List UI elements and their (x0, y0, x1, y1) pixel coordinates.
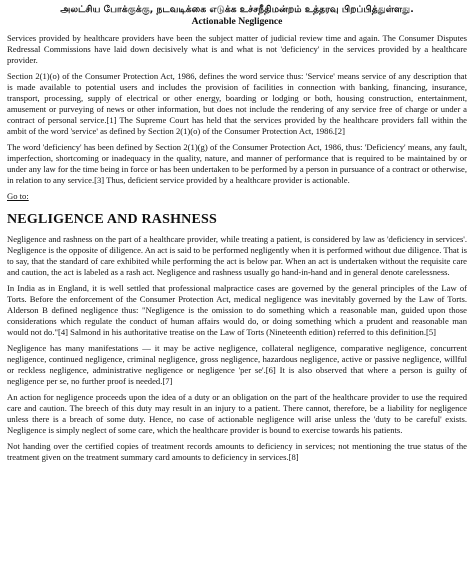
article-subtitle: Actionable Negligence (191, 16, 283, 27)
section-paragraph-3: Negligence has many manifestations — it may be active negligence, collateral negligence, comparative negligence, concurrent negligence, continued negligence, criminal negligence, gross negligence, hazardous negligence, active or passive negligence, willful or reckless negligence, administrative negligence or negligence 'per se'.[6] It is also observed that where a person is guilty of negligence per se, no further proof is needed.[7] (7, 343, 467, 386)
intro-paragraph-1: Services provided by healthcare providers have been the subject matter of judicial review time and again. The Consumer Disputes Redressal Commissions have laid down decisively what is and what is not 'deficiency' in the services provided by a healthcare provider. (7, 33, 467, 65)
intro-paragraph-2: Section 2(1)(o) of the Consumer Protection Act, 1986, defines the word service thus: 'Service' means service of any description that is made available to potential users and includes the provision of facilities in connection with banking, financing, insurance, transport, processing, supply of electrical or other energy, boarding or lodging or both, housing construction, entertainment, amusement or purveying of news or other information, but does not include the rendering of any service free of charge or under a contract of personal service.[1] The Supreme Court has held that the services provided by the healthcare providers fall within the ambit of the word 'service' as defined by Section 2(1)(o) of the Consumer Protection Act, 1986.[2] (7, 71, 467, 136)
tamil-headline: அலட்சிய போக்குக்கு, நடவடிக்கை எடுக்க உச்சநீதிமன்றம் உத்தரவு பிறப்பித்துள்ளது. (60, 4, 414, 15)
goto-link-row (7, 191, 467, 202)
section-paragraph-4: An action for negligence proceeds upon the idea of a duty or an obligation on the part of the healthcare provider to use the required care and caution. The breech of this duty may result in an injury to a patient. There cannot, therefore, be a liability for negligence unless there is a breach of some duty. Hence, no case of actionable negligence will arise unless the 'duty to be careful' exists. Negligence is simply neglect of some care, which the healthcare provider is bound to exercise towards his patients. (7, 392, 467, 435)
section-paragraph-5: Not handing over the certified copies of treatment records amounts to deficiency in services; not mentioning the true status of the treatment given on the treatment summary card amounts to deficiency in services.[8] (7, 441, 467, 462)
intro-paragraph-3: The word 'deficiency' has been defined by Section 2(1)(g) of the Consumer Protection Act, 1986, thus: 'Deficiency' means, any fault, imperfection, shortcoming or inadequacy in the quality, nature, and manner of performance that is required to be maintained by or under any law for the time being in force or has been undertaken to be performed by a person in pursuance of a contract or otherwise, in relation to any service.[3] Thus, deficient service provided by a healthcare provider is actionable. (7, 142, 467, 185)
goto-link[interactable]: Go to: (7, 191, 29, 201)
section-paragraph-1: Negligence and rashness on the part of a healthcare provider, while treating a patient, is considered by law as 'deficiency in services'. Negligence is the opposite of diligence. An act is said to be performed negligently when it is performed without due diligence. That is to say, that the standard of care exhibited while performing the act is below par. When an act is undertaken without the requisite care and caution, the act is labeled as a rash act. Negligence and rashness usually go hand-in-hand and in general denote carelessness. (7, 234, 467, 277)
section-paragraph-2: In India as in England, it is well settled that professional malpractice cases are governed by the general principles of the Law of Torts. Before the enforcement of the Consumer Protection Act, medical negligence was inevitably governed by the Law of Torts. Alderson B defined negligence thus: "Negligence is the omission to do something which a reasonable man, guided upon those considerations which regulate the conduct of human affairs would do, or doing something which a prudent and reasonable man would not do."[4] Salmond in his authoritative treatise on the Law of Torts (Nineteenth edition) referred to this definition.[5] (7, 283, 467, 337)
section-heading: NEGLIGENCE AND RASHNESS (7, 212, 217, 227)
